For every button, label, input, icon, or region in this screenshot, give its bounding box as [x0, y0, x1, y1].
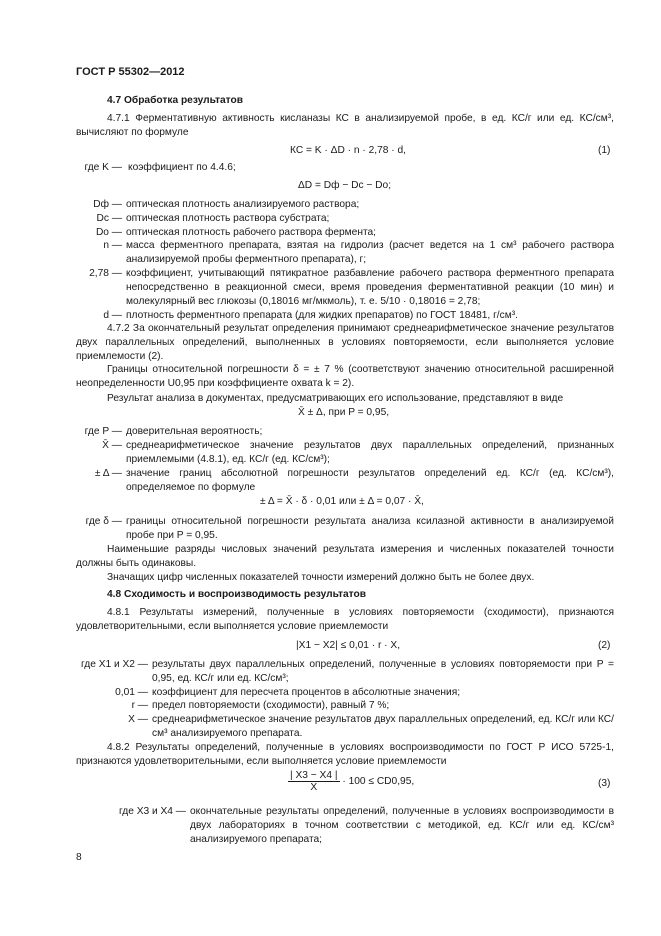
definition-text: среднеарифметическое значение результатов двух параллельных определений, признанных приемлемыми (4.8.1), ед. КС/г (ед. КС/см³); — [126, 440, 614, 465]
formula-1: КС = K · ΔD · n · 2,78 · d, — [290, 145, 406, 156]
formula-3 — [288, 770, 414, 793]
formula-3-rest: · 100 ≤ CD0,95, — [342, 776, 415, 787]
definition-term: 2,78 — — [89, 268, 122, 279]
definition-term: ± Δ — — [94, 468, 122, 479]
paragraph-significant-digits: Значащих цифр численных показателей точности измерений должно быть не более двух. — [107, 572, 535, 583]
section-4-7-title: 4.7 Обработка результатов — [107, 95, 244, 106]
formula-3-number: (3) — [598, 778, 611, 789]
definition-text: оптическая плотность рабочего раствора фермента; — [126, 227, 377, 238]
definition-term: Dс — — [96, 213, 122, 224]
definition-term: где K — — [84, 162, 122, 173]
definition-term: где X1 и X2 — — [81, 659, 148, 670]
definition-text: границы относительной погрешности результата анализа ксилазной активности в анализируемой пробе при P = 0,95. — [126, 516, 614, 541]
definition-text: коэффициент по 4.4.6; — [128, 162, 236, 173]
formula-3-denominator: X — [310, 782, 318, 793]
definition-term: где P — — [84, 426, 122, 437]
formula-result: X̄ ± Δ, при P = 0,95, — [298, 407, 390, 418]
definition-text: результаты двух параллельных определений, полученные в условиях повторяемости при P = 0,95, ед. КС/г или ед. КС/см³; — [152, 659, 614, 684]
paragraph-4-8-1: 4.8.1 Результаты измерений, полученные в условиях повторяемости (сходимости), признаются удовлетворительными, если выполняется условие приемлемости — [76, 607, 614, 632]
definition-term: r — — [131, 700, 148, 711]
paragraph-result: Результат анализа в документах, предусматривающих его использование, представляют в виде — [107, 393, 564, 404]
formula-2-number: (2) — [598, 640, 611, 651]
definition-term: n — — [103, 240, 122, 251]
paragraph-min-digits: Наименьшие разряды числовых значений результата измерения и численных показателей точности должны быть одинаковы. — [76, 544, 614, 569]
definition-term: 0,01 — — [115, 687, 148, 698]
formula-delta-d: ΔD = Dф − Dс − Dо; — [298, 180, 392, 191]
definition-term: d — — [103, 310, 122, 321]
definition-text: доверительная вероятность; — [126, 426, 263, 437]
section-4-8-title: 4.8 Сходимость и воспроизводимость результатов — [107, 589, 366, 600]
paragraph-4-8-2: 4.8.2 Результаты определений, полученные в условиях воспроизводимости по ГОСТ Р ИСО 5725-1, признаются удовлетворительными, если выполняется условие приемлемости — [76, 742, 614, 767]
definition-text: значение границ абсолютной погрешности результатов определений ед. КС/г (ед. КС/см³), определяемое по формуле — [126, 468, 614, 493]
definition-text: масса ферментного препарата, взятая на гидролиз (расчет ведется на 1 см³ рабочего раствора анализируемой пробы ферментного препарата), г; — [126, 240, 614, 265]
definition-text: оптическая плотность раствора субстрата; — [126, 213, 330, 224]
definition-text: оптическая плотность анализируемого раствора; — [126, 199, 360, 210]
definition-text: предел повторяемости (сходимости), равный 7 %; — [152, 700, 390, 711]
page-number: 8 — [76, 852, 82, 863]
paragraph-4-7-2: 4.7.2 За окончательный результат определения принимают среднеарифметическое значение результатов двух параллельных определений, выполненных в условиях повторяемости, если выполняется условие приемлемости (2). — [76, 323, 614, 362]
definition-text: коэффициент для пересчета процентов в абсолютные значения; — [152, 687, 461, 698]
definition-term: Dф — — [93, 199, 122, 210]
definition-text: плотность ферментного препарата (для жидких препаратов) по ГОСТ 18481, г/см³. — [126, 310, 518, 321]
definition-term: где X3 и X4 — — [119, 806, 186, 817]
formula-1-number: (1) — [598, 145, 611, 156]
paragraph-bounds: Границы относительной погрешности δ = ± 7 % (соответствуют значению относительной расширенной неопределенности U0,95 при коэффициенте охвата k = 2). — [76, 364, 614, 389]
formula-2: |X1 − X2| ≤ 0,01 · r · X, — [296, 640, 401, 651]
definition-term: X — — [128, 714, 148, 725]
definition-text: окончательные результаты определений, полученные в условиях воспроизводимости в двух лабораториях в точном соответствии с методикой, ед. КС/г или ед. КС/см³ анализируемого препарата; — [190, 806, 614, 845]
formula-delta-abs: ± Δ = X̄ · δ · 0,01 или ± Δ = 0,07 · X̄, — [260, 496, 424, 507]
formula-3-numerator: | X3 − X4 | — [290, 770, 338, 781]
paragraph-4-7-1: 4.7.1 Ферментативную активность кисланазы КС в анализируемой пробе, в ед. КС/г или ед. КС/см³, вычисляют по формуле — [76, 113, 614, 138]
document-header: ГОСТ Р 55302—2012 — [76, 66, 185, 78]
definition-term: Dо — — [95, 227, 122, 238]
definition-term: где δ — — [85, 516, 122, 527]
definition-text: среднеарифметическое значение результатов двух параллельных определений, ед. КС/г или КС/см³ анализируемого препарата. — [152, 714, 614, 739]
definition-text: коэффициент, учитывающий пятикратное разбавление рабочего раствора ферментного препарата непосредственно в реакционной смеси, время проведения ферментативной реакции (10 мин) и молекулярный вес глюкозы (0,18016 мг/мкмоль), т. е. 5/10 · 0,18016 = 2,78; — [126, 268, 614, 307]
definition-term: X̄ — — [102, 440, 122, 451]
